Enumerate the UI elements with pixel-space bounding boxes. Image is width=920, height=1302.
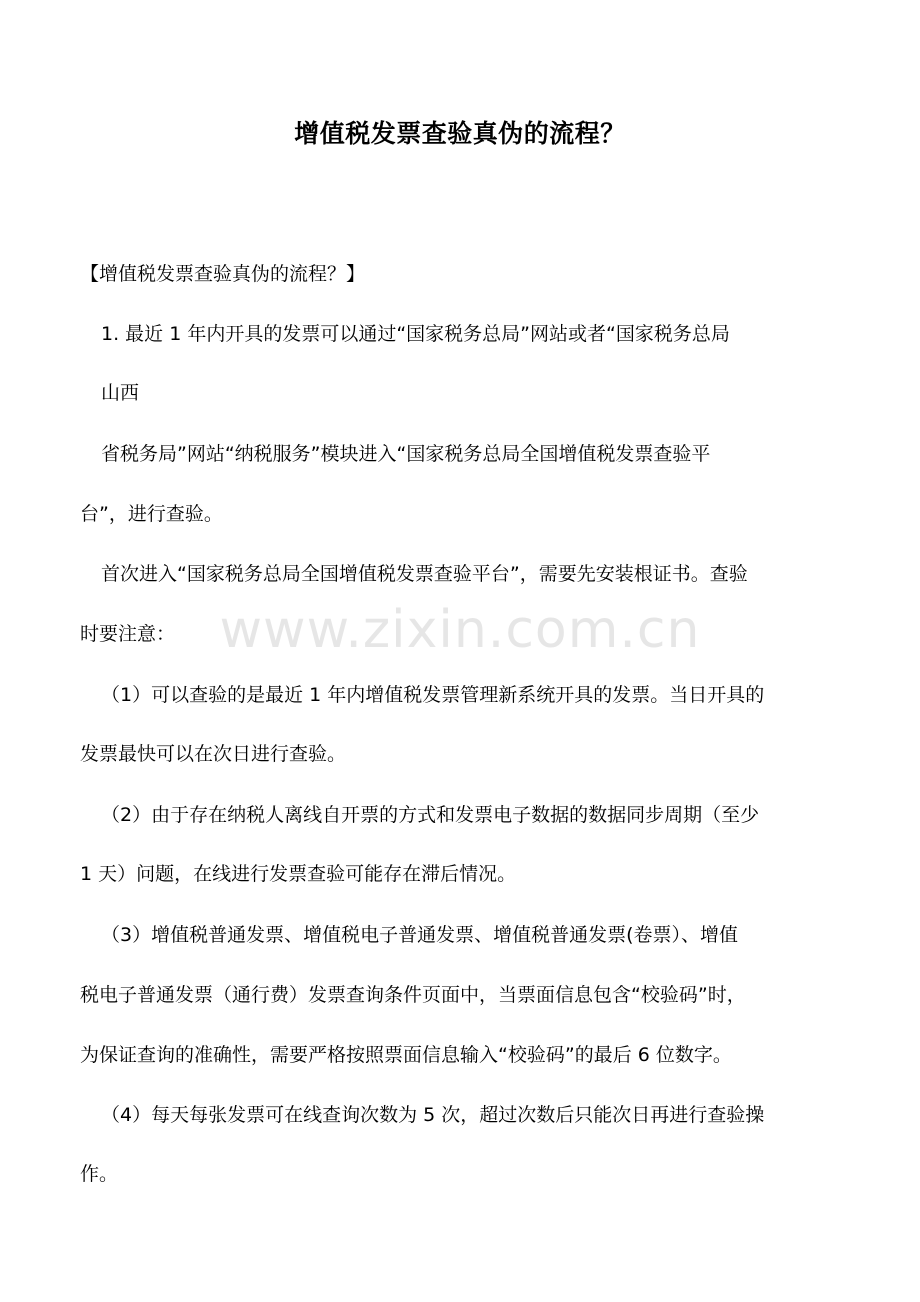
paragraph-2-line-2: 时要注意： — [80, 623, 176, 645]
note-3-line-1: （3）增值税普通发票、增值税电子普通发票、增值税普通发票(卷票）、增值 — [101, 924, 739, 946]
note-4-line-2: 作。 — [80, 1163, 119, 1185]
note-1-line-2: 发票最快可以在次日进行查验。 — [80, 743, 347, 765]
note-3-line-2: 税电子普通发票（通行费）发票查询条件页面中，当票面信息包含“校验码”时， — [80, 984, 746, 1006]
note-4-line-1: （4）每天每张发票可在线查询次数为 5 次，超过次数后只能次日再进行查验操 — [101, 1104, 765, 1126]
watermark: www.zixin.com.cn — [219, 600, 701, 660]
note-1-line-1: （1）可以查验的是最近 1 年内增值税发票管理新系统开具的发票。当日开具的 — [101, 684, 765, 706]
paragraph-1-line-3: 省税务局”网站“纳税服务”模块进入“国家税务总局全国增值税发票查验平 — [101, 443, 711, 465]
note-3-line-3: 为保证查询的准确性，需要严格按照票面信息输入“校验码”的最后 6 位数字。 — [80, 1044, 732, 1066]
section-heading: 【增值税发票查验真伪的流程？】 — [80, 263, 366, 285]
paragraph-1-line-2: 山西 — [101, 382, 140, 404]
paragraph-1-line-1: 1. 最近 1 年内开具的发票可以通过“国家税务总局”网站或者“国家税务总局 — [101, 323, 730, 345]
note-2-line-1: （2）由于存在纳税人离线自开票的方式和发票电子数据的数据同步周期（至少 — [101, 804, 760, 826]
paragraph-1-line-4: 台”，进行查验。 — [80, 503, 223, 525]
note-2-line-2: 1 天）问题，在线进行发票查验可能存在滞后情况。 — [80, 863, 517, 885]
document-title: 增值税发票查验真伪的流程？ — [294, 119, 626, 148]
paragraph-2-line-1: 首次进入“国家税务总局全国增值税发票查验平台”，需要先安装根证书。查验 — [101, 563, 748, 585]
